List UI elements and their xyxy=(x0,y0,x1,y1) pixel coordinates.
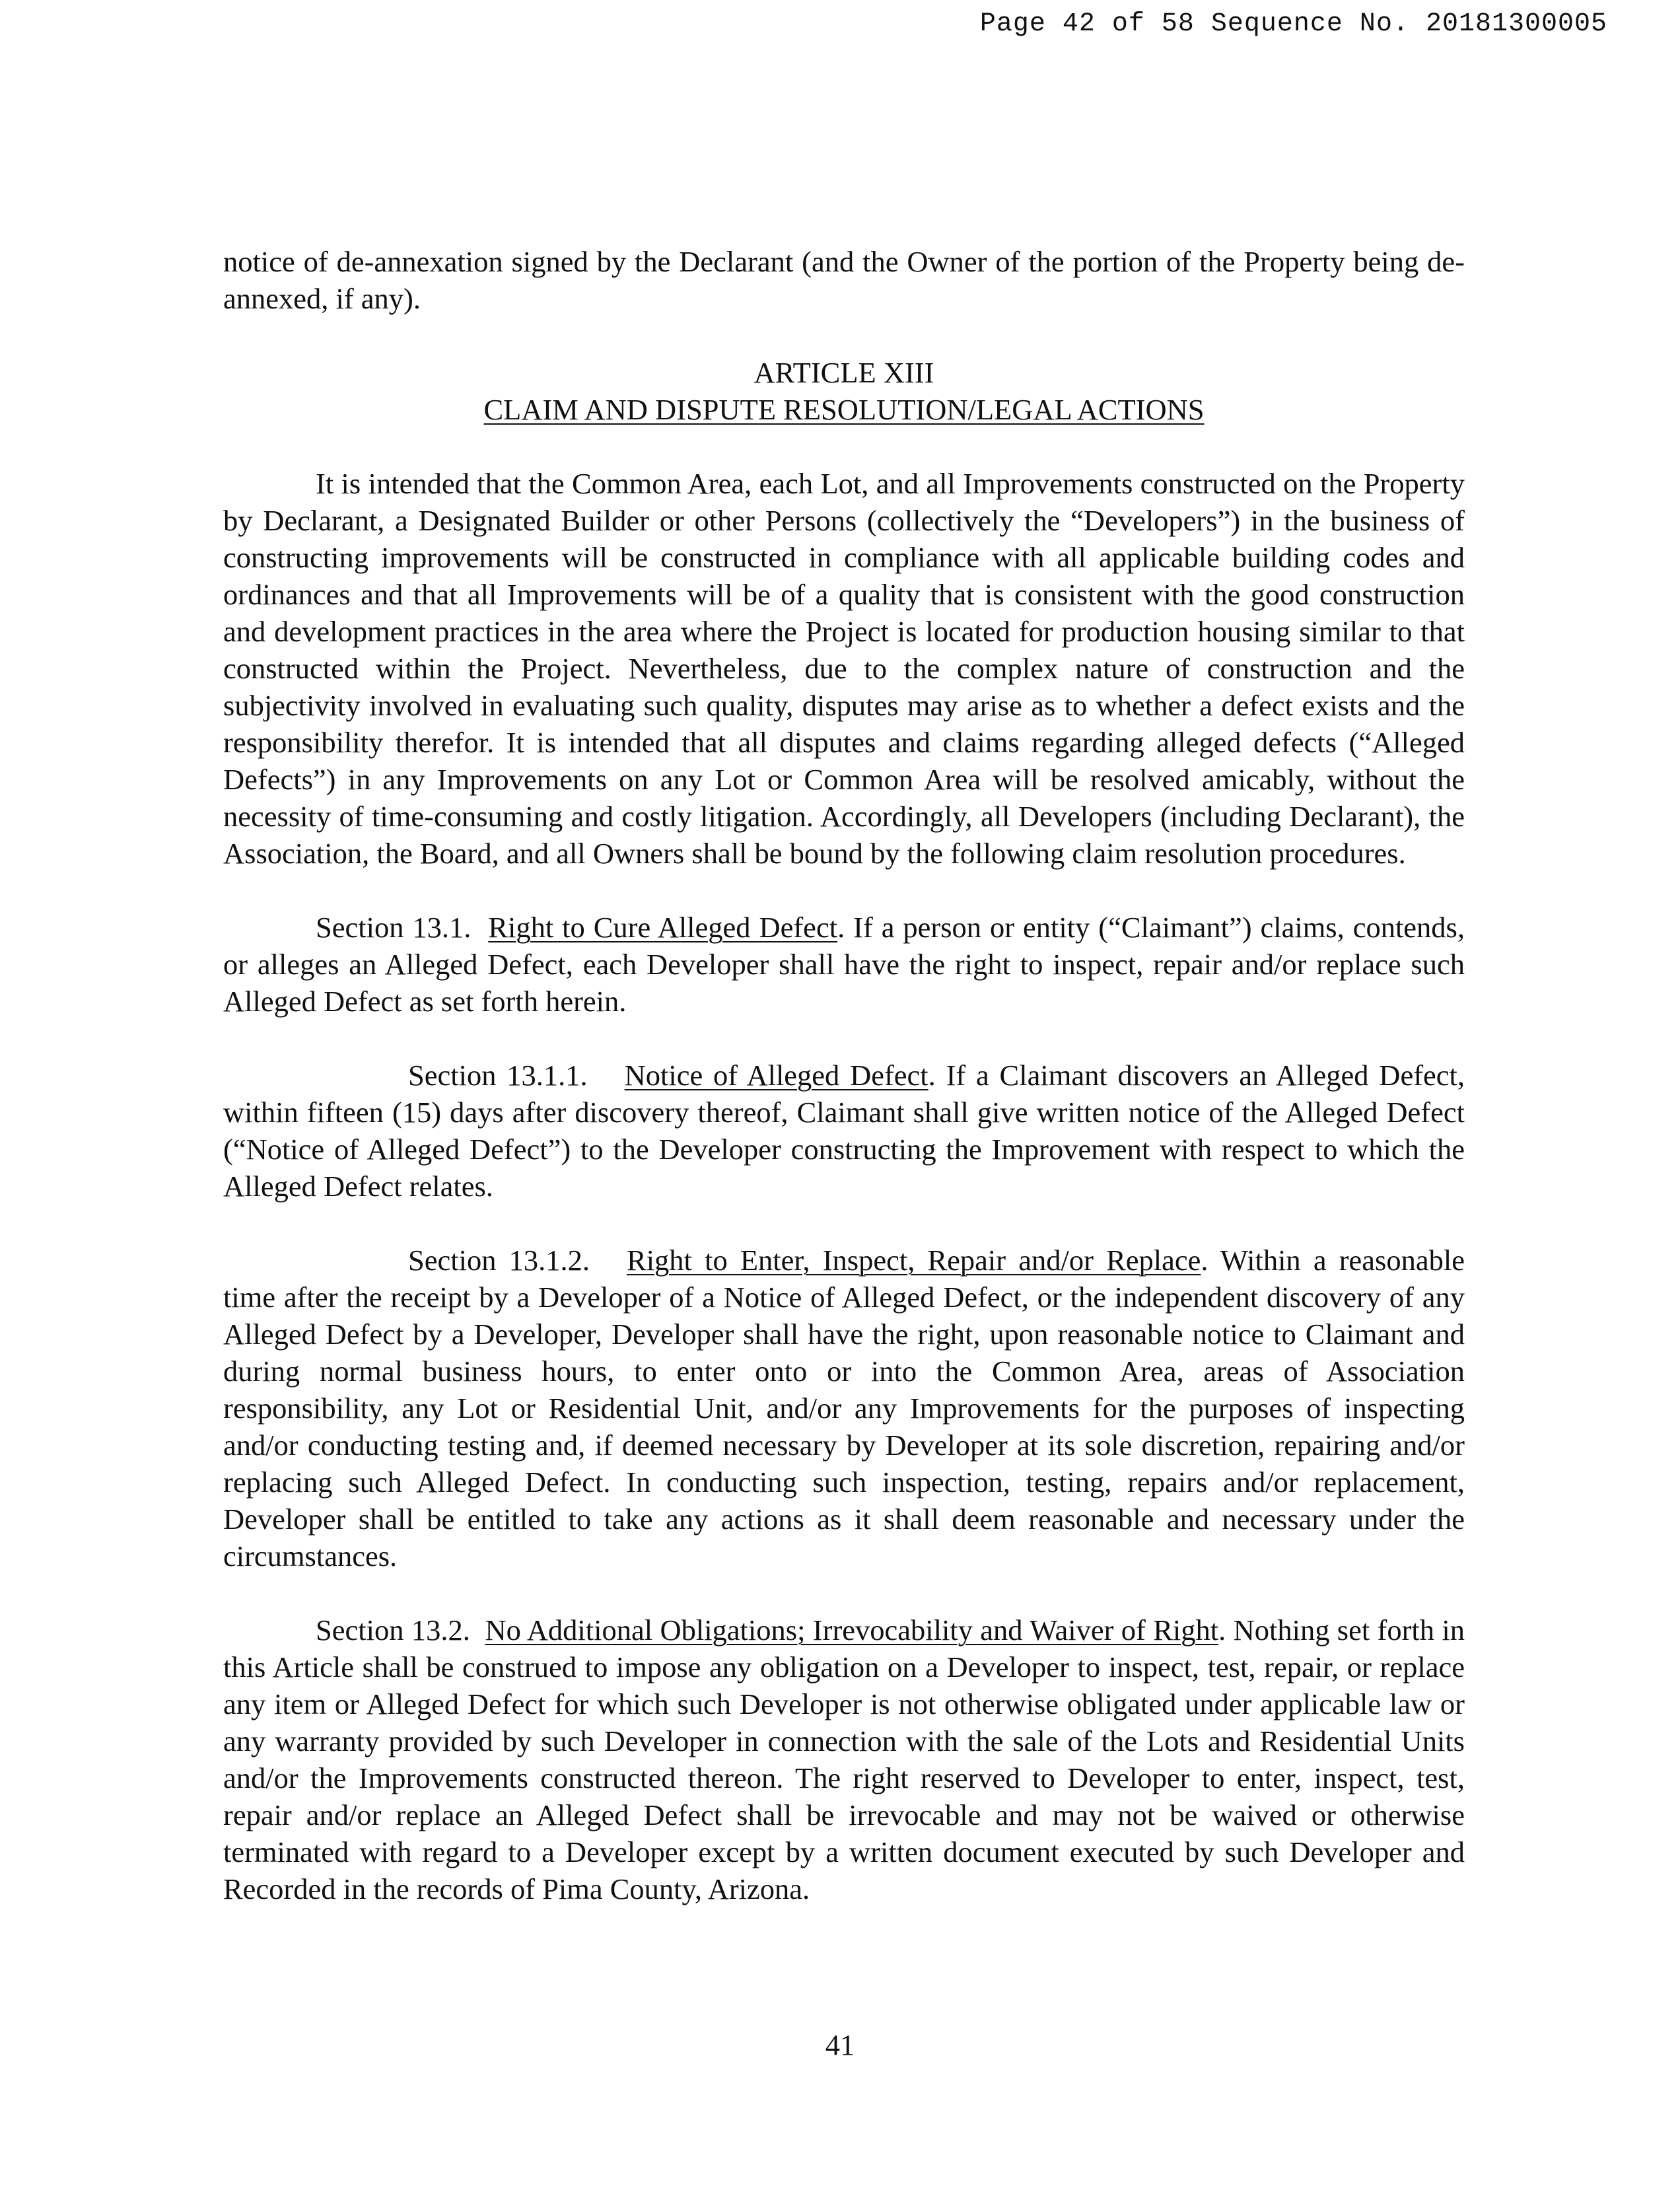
section-13-1-1: Section 13.1.1. Notice of Alleged Defect. If a Claimant discovers an Alleged Defect, within fifteen (15) days after discovery thereof, Claimant shall give written notice of the Alleged Defect (“Notice of Alleged Defect”) to the Developer constructing the Improvement with respect to which the Alleged Defect relates. xyxy=(223,1059,1465,1203)
article-number: ARTICLE XIII xyxy=(753,356,934,389)
section-number: Section 13.1.2. xyxy=(408,1244,590,1277)
section-13-1: Section 13.1. Right to Cure Alleged Defect. If a person or entity (“Claimant”) claims, contends, or alleges an Alleged Defect, each Developer shall have the right to inspect, repair and/or replace such Alleged Defect as set forth herein. xyxy=(223,911,1465,1018)
section-number: Section 13.1.1. xyxy=(408,1059,588,1092)
intro-paragraph: notice of de-annexation signed by the Declarant (and the Owner of the portion of the Property being de-annexed, if any). xyxy=(223,245,1465,315)
section-text: Nothing set forth in this Article shall be construed to impose any obligation on a Developer to inspect, test, repair, or replace any item or Alleged Defect for which such Developer is not otherwise obligated under applicable law or any warranty provided by such Developer in connection with the sale of the Lots and Residential Units and/or the Improvements constructed thereon. The right reserved to Developer to enter, inspect, test, repair and/or replace an Alleged Defect shall be irrevocable and may not be waived or otherwise terminated with regard to a Developer except by a written document executed by such Developer and Recorded in the records of Pima County, Arizona. xyxy=(223,1613,1465,1905)
preamble-paragraph: It is intended that the Common Area, each Lot, and all Improvements constructed on the Property by Declarant, a Designated Builder or other Persons (collectively the “Developers”) in the business of constructing improvements will be constructed in compliance with all applicable building codes and ordinances and that all Improvements will be of a quality that is consistent with the good construction and development practices in the area where the Project is located for production housing similar to that constructed within the Project. Nevertheless, due to the complex nature of construction and the subjectivity involved in evaluating such quality, disputes may arise as to whether a defect exists and the responsibility therefor. It is intended that all disputes and claims regarding alleged defects (“Alleged Defects”) in any Improvements on any Lot or Common Area will be resolved amicably, without the necessity of time-consuming and costly litigation. Accordingly, all Developers (including Declarant), the Association, the Board, and all Owners shall be bound by the following claim resolution procedures. xyxy=(223,467,1465,870)
section-13-2: Section 13.2. No Additional Obligations; Irrevocability and Waiver of Right. Nothing set forth in this Article shall be construed to impose any obligation on a Developer to inspect, test, repair, or replace any item or Alleged Defect for which such Developer is not otherwise obligated under applicable law or any warranty provided by such Developer in connection with the sale of the Lots and Residential Units and/or the Improvements constructed thereon. The right reserved to Developer to enter, inspect, test, repair and/or replace an Alleged Defect shall be irrevocable and may not be waived or otherwise terminated with regard to a Developer except by a written document executed by such Developer and Recorded in the records of Pima County, Arizona. xyxy=(223,1613,1465,1905)
section-heading: Right to Cure Alleged Defect xyxy=(488,911,838,944)
article-title: CLAIM AND DISPUTE RESOLUTION/LEGAL ACTIONS xyxy=(483,393,1205,426)
section-text: If a person or entity (“Claimant”) claims, contends, or alleges an Alleged Defect, each Developer shall have the right to inspect, repair and/or replace such Alleged Defect as set forth herein. xyxy=(223,911,1465,1018)
section-heading: No Additional Obligations; Irrevocability and Waiver of Right xyxy=(485,1613,1219,1647)
page-header: Page 42 of 58 Sequence No. 20181300005 xyxy=(979,9,1607,39)
document-body xyxy=(223,243,1465,1907)
section-13-1-2: Section 13.1.2. Right to Enter, Inspect, Repair and/or Replace. Within a reasonable time after the receipt by a Developer of a Notice of Alleged Defect, or the independent discovery of any Alleged Defect by a Developer, Developer shall have the right, upon reasonable notice to Claimant and during normal business hours, to enter onto or into the Common Area, areas of Association responsibility, any Lot or Residential Unit, and/or any Improvements for the purposes of inspecting and/or conducting testing and, if deemed necessary by Developer at its sole discretion, repairing and/or replacing such Alleged Defect. In conducting such inspection, testing, repairs and/or replacement, Developer shall be entitled to take any actions as it shall deem reasonable and necessary under the circumstances. xyxy=(223,1244,1465,1573)
section-text: Within a reasonable time after the receipt by a Developer of a Notice of Alleged Defect, or the independent discovery of any Alleged Defect by a Developer, Developer shall have the right, upon reasonable notice to Claimant and during normal business hours, to enter onto or into the Common Area, areas of Association responsibility, any Lot or Residential Unit, and/or any Improvements for the purposes of inspecting and/or conducting testing and, if deemed necessary by Developer at its sole discretion, repairing and/or replacing such Alleged Defect. In conducting such inspection, testing, repairs and/or replacement, Developer shall be entitled to take any actions as it shall deem reasonable and necessary under the circumstances. xyxy=(223,1244,1465,1573)
section-heading: Notice of Alleged Defect xyxy=(624,1059,928,1092)
section-number: Section 13.2. xyxy=(316,1613,470,1647)
section-text: If a Claimant discovers an Alleged Defect, within fifteen (15) days after discovery thereof, Claimant shall give written notice of the Alleged Defect (“Notice of Alleged Defect”) to the Developer constructing the Improvement with respect to which the Alleged Defect relates. xyxy=(223,1059,1465,1203)
section-heading: Right to Enter, Inspect, Repair and/or Replace xyxy=(627,1244,1201,1277)
section-number: Section 13.1. xyxy=(316,911,472,944)
page-number: 41 xyxy=(825,2028,855,2061)
